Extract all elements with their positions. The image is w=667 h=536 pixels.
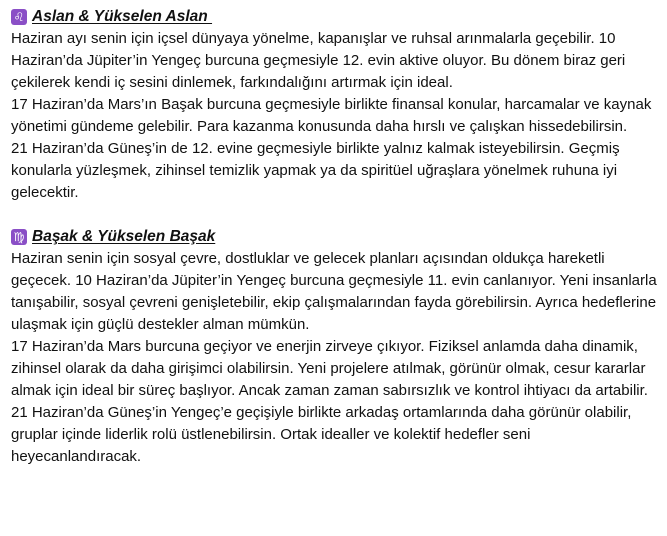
paragraph: 17 Haziran’da Mars’ın Başak burcuna geçmesiyle birlikte finansal konular, harcamalar ve kaynak yönetimi gündeme gelebilir. Para kazanma konusunda daha hırslı ve çalışkan hissedebilirsin.	[11, 96, 652, 135]
leo-sign-icon: ♌	[11, 9, 27, 25]
section-leo	[11, 6, 657, 204]
paragraph: 21 Haziran’da Güneş’in Yengeç’e geçişiyle birlikte arkadaş ortamlarında daha görünür olabilir, gruplar içinde liderlik rolü üstlenebilirsin. Ortak idealler ve kolektif hedefler seni heyecanlandıracak.	[11, 404, 632, 465]
section-title: Aslan & Yükselen Aslan	[32, 8, 213, 25]
paragraph: Haziran senin için sosyal çevre, dostluklar ve gelecek planları açısından oldukça hareketli geçecek. 10 Haziran’da Jüpiter’in Yengeç burcuna geçmesiyle 11. evin canlanıyor. Yeni insanlarla tanışabilir, sosyal çevreni genişletebilir, ekip çalışmalarından fayda görebilirsin. Ayrıca hedeflerine ulaşmak için güçlü destekler alman mümkün.	[11, 250, 657, 333]
paragraph: 17 Haziran’da Mars burcuna geçiyor ve enerjin zirveye çıkıyor. Fiziksel anlamda daha dinamik, zihinsel olarak da daha girişimci olabilirsin. Yeni projelere atılmak, görünür olmak, cesur kararlar almak için ideal bir süreç başlıyor. Ancak zaman zaman sabırsızlık ve kontrol ihtiyacı da artabilir.	[11, 338, 648, 399]
virgo-sign-icon: ♍	[11, 229, 27, 245]
section-title: Başak & Yükselen Başak	[32, 228, 216, 245]
section-virgo	[11, 226, 657, 468]
paragraph: Haziran ayı senin için içsel dünyaya yönelme, kapanışlar ve ruhsal arınmalarla geçebilir. 10 Haziran’da Jüpiter’in Yengeç burcuna geçmesiyle 12. evin aktive oluyor. Bu dönem biraz geri çekilerek kendi iç sesini dinlemek, farkındalığını artırmak için ideal.	[11, 30, 626, 91]
section-heading	[11, 6, 657, 28]
paragraph: 21 Haziran’da Güneş’in de 12. evine geçmesiyle birlikte yalnız kalmak isteyebilirsin. Geçmiş konularla yüzleşmek, zihinsel temizlik yapmak ya da spiritüel uğraşlara yönelmek ruhuna iyi gelecektir.	[11, 140, 620, 201]
section-heading	[11, 226, 657, 248]
